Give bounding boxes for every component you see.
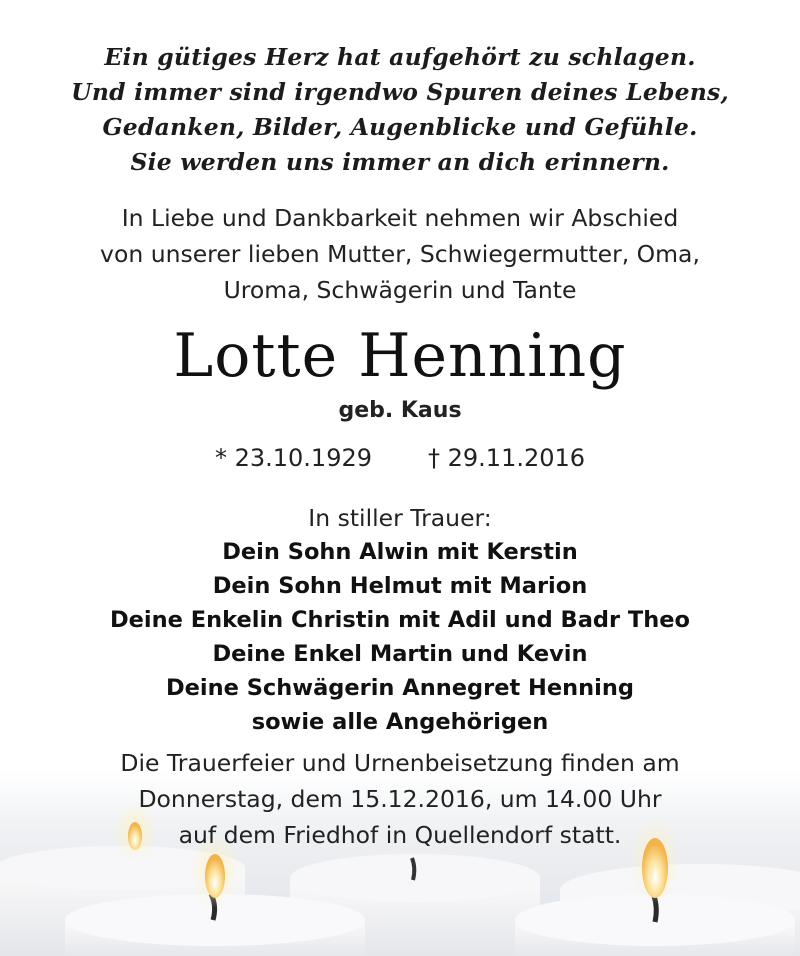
motto-line: Sie werden uns immer an dich erinnern. <box>130 148 670 176</box>
mourner-line: sowie alle Angehörigen <box>251 709 549 735</box>
intro-line: Uroma, Schwägerin und Tante <box>223 276 577 304</box>
birth-name: geb. Kaus <box>338 398 462 423</box>
motto-verse <box>0 40 800 180</box>
death-date: † 29.11.2016 <box>428 444 586 472</box>
mourner-line: Deine Enkel Martin und Kevin <box>212 641 588 667</box>
mourners-list <box>0 535 800 739</box>
life-dates <box>0 441 800 475</box>
service-announcement <box>0 745 800 853</box>
mourner-line: Dein Sohn Helmut mit Marion <box>212 573 588 599</box>
mourner-line: Deine Schwägerin Annegret Henning <box>165 675 635 701</box>
mourner-line: Deine Enkelin Christin mit Adil und Badr Theo <box>109 607 691 633</box>
intro-line: In Liebe und Dankbarkeit nehmen wir Abschied <box>121 204 679 232</box>
mourning-heading: In stiller Trauer: <box>308 504 492 532</box>
intro-line: von unserer lieben Mutter, Schwiegermutter, Oma, <box>100 240 700 268</box>
motto-line: Und immer sind irgendwo Spuren deines Lebens, <box>71 78 729 106</box>
farewell-intro <box>0 200 800 308</box>
mourner-line: Dein Sohn Alwin mit Kerstin <box>222 539 578 565</box>
deceased-name: Lotte Henning <box>173 321 627 391</box>
motto-line: Ein gütiges Herz hat aufgehört zu schlagen. <box>104 43 696 71</box>
service-line: auf dem Friedhof in Quellendorf statt. <box>178 821 622 849</box>
birth-date: * 23.10.1929 <box>214 444 372 472</box>
service-line: Donnerstag, dem 15.12.2016, um 14.00 Uhr <box>138 785 662 813</box>
service-line: Die Trauerfeier und Urnenbeisetzung finden am <box>120 749 680 777</box>
motto-line: Gedanken, Bilder, Augenblicke und Gefühle. <box>102 113 698 141</box>
